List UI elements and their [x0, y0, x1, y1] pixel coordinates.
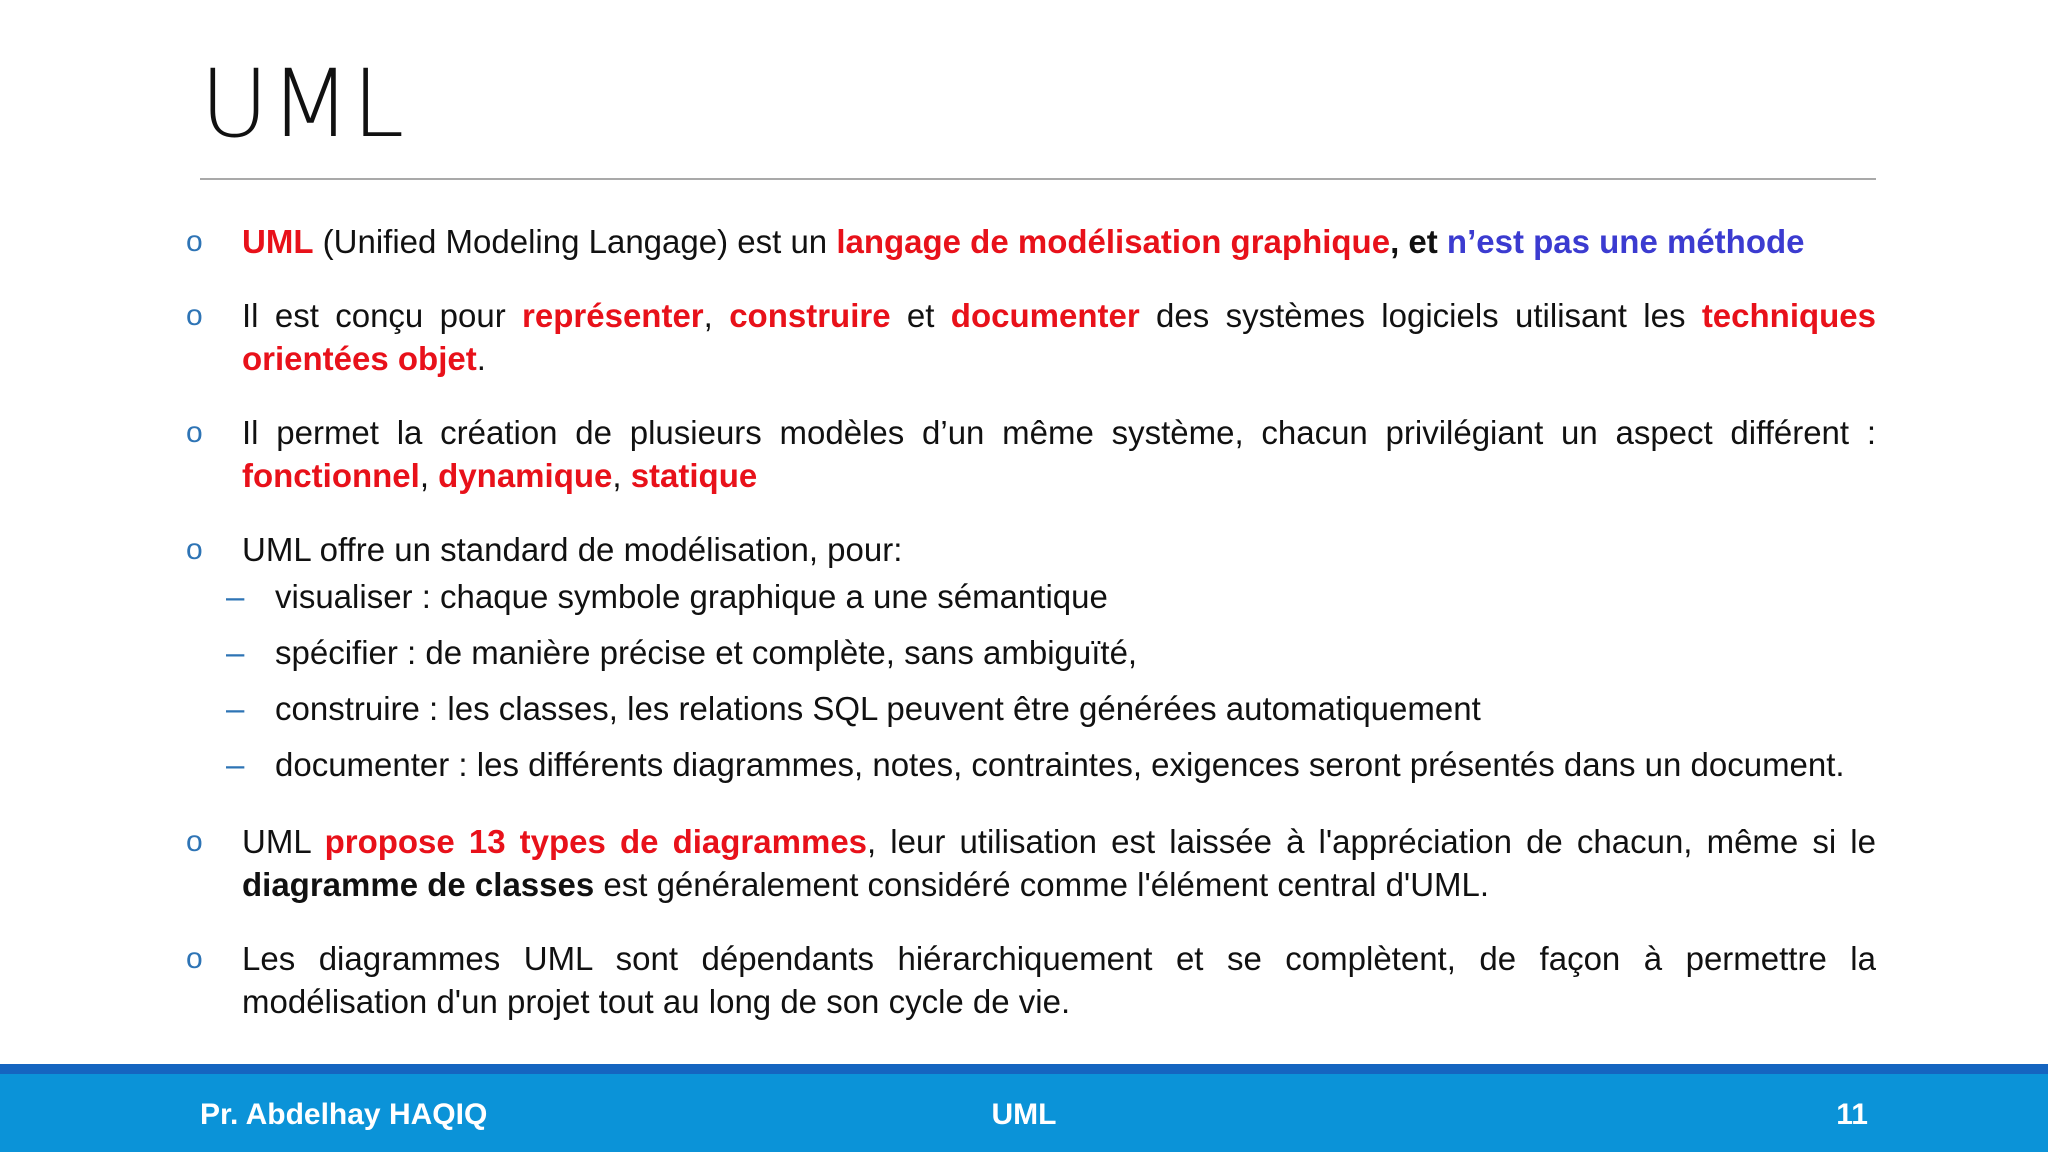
bullet-emphasis: diagramme de classes	[242, 866, 595, 903]
sub-item-text: spécifier : de manière précise et complète, sans ambiguïté,	[275, 634, 1138, 671]
bullet-circle-icon: o	[186, 416, 203, 449]
footer-accent-strip	[0, 1064, 2048, 1074]
bullet-models	[180, 411, 1876, 497]
bullet-circle-icon: o	[186, 299, 203, 332]
title-divider	[200, 178, 1876, 180]
bullet-emphasis: techniques orientées objet	[242, 297, 1877, 377]
sub-item-text: visualiser : chaque symbole graphique a une sémantique	[275, 578, 1108, 615]
bullet-text: .	[476, 340, 486, 377]
sub-item-text: construire : les classes, les relations SQL peuvent être générées automatiquement	[275, 690, 1481, 727]
bullet-emphasis: documenter	[950, 297, 1140, 334]
bullet-text: est généralement considéré comme l'élément central d'UML.	[594, 866, 1490, 903]
bullet-standard	[180, 528, 1876, 571]
bullet-circle-icon: o	[186, 825, 203, 858]
sub-item-specifier	[180, 631, 1876, 674]
bullet-uml-definition	[180, 220, 1876, 263]
footer-title: UML	[991, 1098, 1057, 1131]
slide-title: UML	[200, 50, 406, 159]
sub-item-documenter	[180, 743, 1876, 786]
bullet-text: et	[890, 297, 951, 334]
bullet-text: des systèmes logiciels utilisant les	[1139, 297, 1702, 334]
sub-list	[180, 575, 1876, 786]
bullet-text: , et	[1390, 223, 1447, 260]
footer-bar	[0, 1074, 2048, 1152]
bullet-text: Il permet la création de plusieurs modèles d’un même système, chacun privilégiant un aspect différent :	[242, 414, 1876, 451]
dash-icon: –	[226, 578, 245, 615]
slide-content	[180, 220, 1876, 1054]
bullet-text: UML	[242, 823, 325, 860]
bullet-text: UML	[242, 223, 314, 260]
bullet-emphasis: statique	[630, 457, 758, 494]
dash-icon: –	[226, 634, 245, 671]
bullet-text: UML offre un standard de modélisation, pour:	[242, 531, 903, 568]
bullet-emphasis: représenter	[522, 297, 704, 334]
bullet-text: Les diagrammes UML sont dépendants hiérarchiquement et se complètent, de façon à permettre la modélisation d'un projet tout au long de son cycle de vie.	[242, 940, 1876, 1020]
bullet-emphasis: propose 13 types de diagrammes	[324, 823, 868, 860]
bullet-circle-icon: o	[186, 942, 203, 975]
sub-item-text: documenter : les différents diagrammes, notes, contraintes, exigences seront présentés dans un document.	[275, 746, 1845, 783]
bullet-text: , leur utilisation est laissée à l'appréciation de chacun, même si le	[867, 823, 1876, 860]
page-number: 11	[1836, 1098, 1868, 1131]
bullet-circle-icon: o	[186, 225, 203, 258]
bullet-emphasis: langage de modélisation graphique	[836, 223, 1391, 260]
bullet-text: ,	[419, 457, 439, 494]
bullet-text: (Unified Modeling Langage) est un	[313, 223, 837, 260]
bullet-circle-icon: o	[186, 533, 203, 566]
bullet-hierarchy	[180, 937, 1876, 1023]
dash-icon: –	[226, 746, 245, 783]
bullet-diagram-types	[180, 820, 1876, 906]
sub-item-construire	[180, 687, 1876, 730]
dash-icon: –	[226, 690, 245, 727]
bullet-text: ,	[612, 457, 631, 494]
bullet-emphasis: construire	[729, 297, 891, 334]
bullet-text: ,	[703, 297, 730, 334]
sub-item-visualiser	[180, 575, 1876, 618]
bullet-emphasis: n’est pas une méthode	[1446, 223, 1805, 260]
footer-author: Pr. Abdelhay HAQIQ	[200, 1098, 488, 1131]
bullet-emphasis: fonctionnel	[242, 457, 420, 494]
bullet-text: Il est conçu pour	[242, 297, 523, 334]
bullet-emphasis: dynamique	[438, 457, 613, 494]
bullet-purpose	[180, 294, 1876, 380]
